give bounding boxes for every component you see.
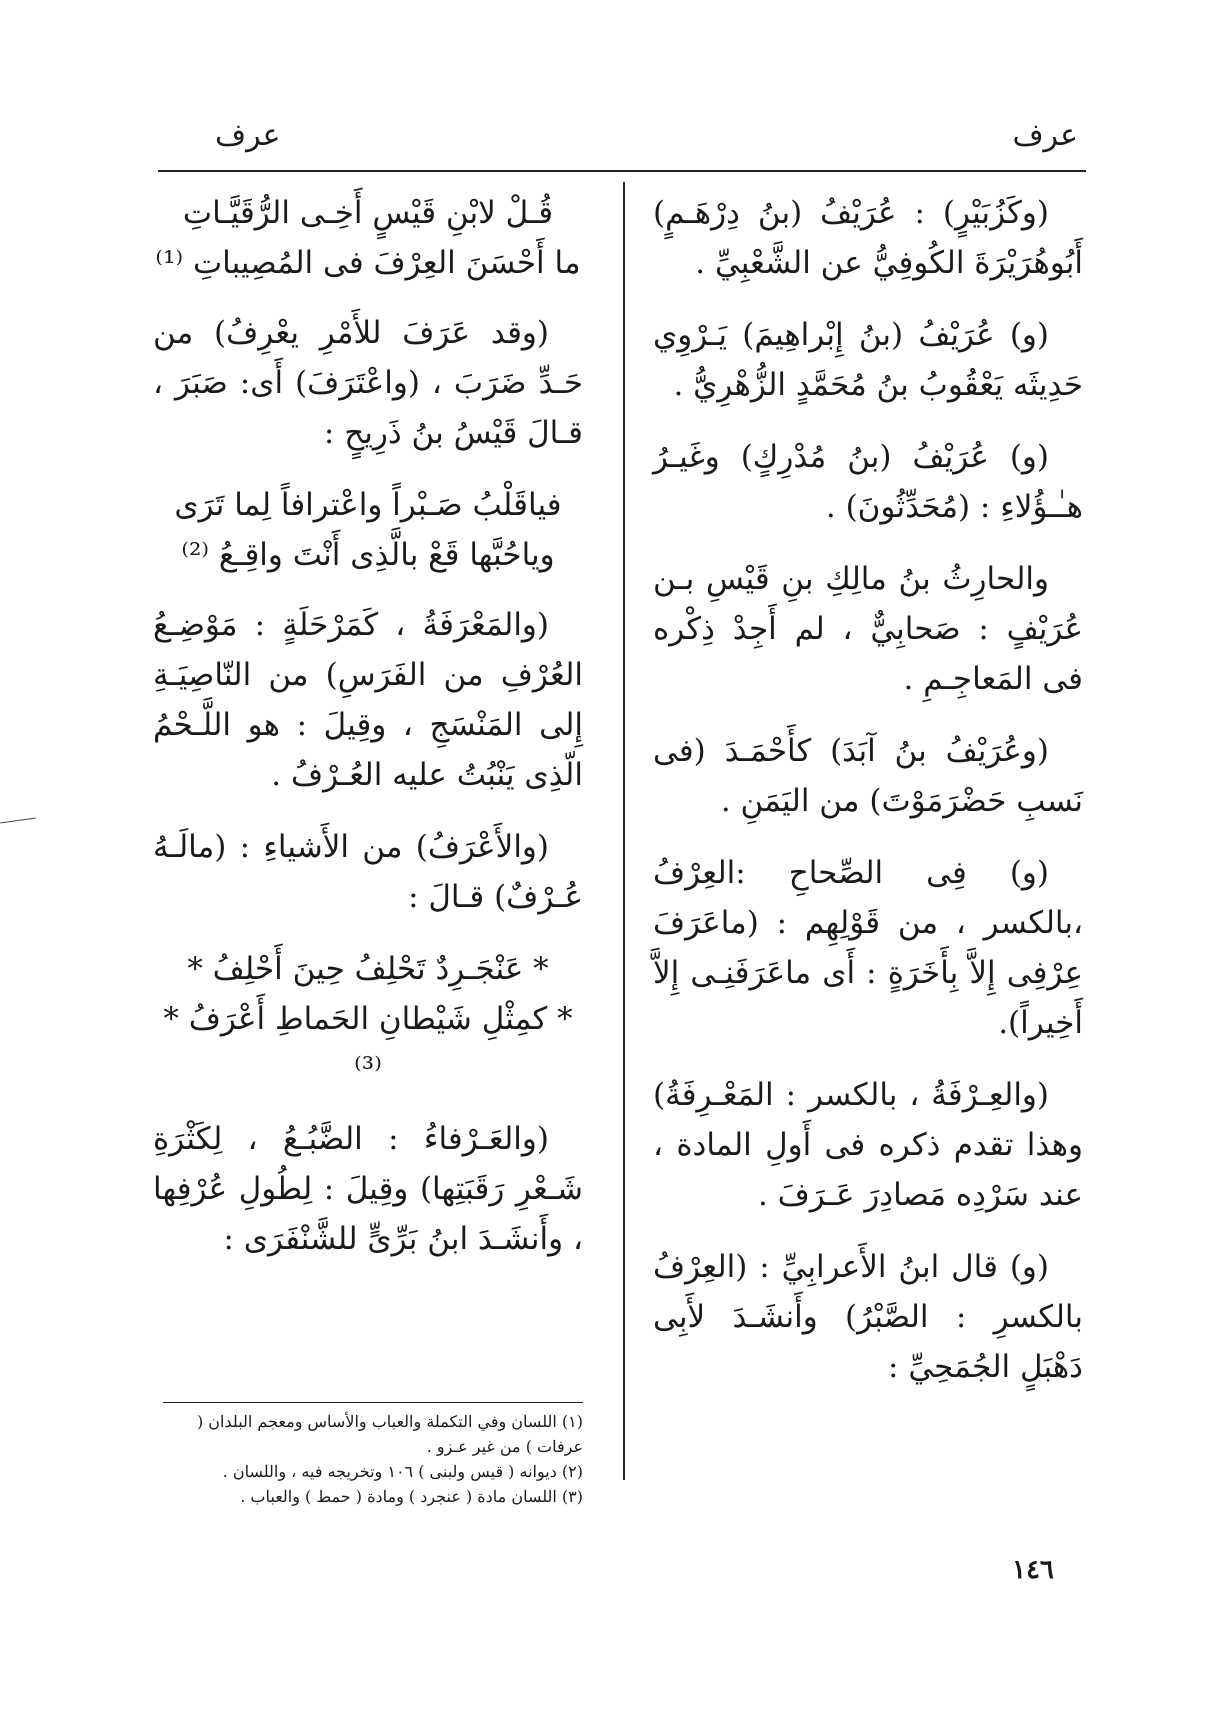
entry-paragraph: (و) عُرَيْفُ (بنُ مُدْرِكٍ) وغَيـرُ هـٰـؤُلاءِ : (مُحَدِّثُونَ) . — [653, 439, 1083, 525]
poem-verse: قُـلْ لابْنِ قَيْسٍ أَخِـى الرُّقَيَّـاتِ ما أَحْسَنَ العِرْفَ فى المُصِيباتِ ⁽¹⁾ — [155, 195, 581, 281]
footnote-rule — [163, 1402, 583, 1403]
entry-paragraph: (وعُرَيْفُ بنُ آبَدَ) كأَحْمَـدَ (فى نَسبِ حَضْرَمَوْتَ) من اليَمَنِ . — [653, 733, 1083, 819]
page-number: ١٤٦ — [1012, 1555, 1054, 1585]
entry-paragraph: (و) قال ابنُ الأَعرابِيِّ : (العِرْفُ بالكسرِ : الصَّبْرُ) وأَنشَـدَ لأَبِى دَهْبَلٍ الجُمَحِيِّ : — [653, 1249, 1083, 1385]
footnote: (١) اللسان وفي التكملة والعباب والأساس ومعجم البلدان ( عرفات ) من غير عـزو . — [196, 1412, 583, 1456]
entry-paragraph: (و) عُرَيْفُ (بنُ إِبْراهِيمَ) يَـرْوِي حَدِيثَه يَعْقُوبُ بنُ مُحَمَّدٍ الزُّهْرِيُّ . — [653, 317, 1083, 403]
left-column — [153, 188, 583, 1286]
poem-verse: * عَنْجَـرِدٌ تَحْلِفُ حِينَ أَحْلِفُ * * كمِثْلِ شَيْطانِ الحَماطِ أَعْرَفُ * ⁽³⁾ — [163, 951, 573, 1087]
entry-paragraph: (و) فِى الصِّحاحِ :العِرْفُ ،بالكسر ، من قَوْلِهِم : (ماعَرَفَ عِرْفِى إِلاَّ بِأَخَرَةٍ : أَى ماعَرَفَنِـى إِلاَّ أَخِيراً). — [653, 855, 1083, 1041]
footnote: (٣) اللسان مادة ( عنجرد ) ومادة ( حمط ) والعباب . — [240, 1487, 583, 1506]
entry-paragraph: (وكَزُبَيْرٍ) : عُرَيْفُ (بنُ دِرْهَـمٍ) أَبُوهُرَيْرَةَ الكُوفِيُّ عن الشَّعْبِيِّ . — [653, 195, 1083, 281]
poem-verse: فياقَلْبُ صَـبْراً واعْترافاً لِما تَرَى وياحُبَّها قَعْ بالَّذِى أَنْتَ واقِـعُ ⁽²⁾ — [174, 487, 562, 573]
entry-paragraph: (والعِـرْفَةُ ، بالكسر : المَعْـرِفَةُ) وهذا تقدم ذكره فى أَولِ المادة ، عند سَرْدِه مَصادِرَ عَـرَفَ . — [653, 1077, 1083, 1213]
entry-paragraph: والحارِثُ بنُ مالِكِ بنِ قَيْسِ بـن عُرَيْفٍ : صَحابِيٌّ ، لم أَجِدْ ذِكْره فى المَعاجِـمِ . — [653, 561, 1083, 697]
entry-paragraph: (والأَعْرَفُ) من الأَشياءِ : (مالَـهُ عُـرْفٌ) قـالَ : — [153, 829, 583, 915]
entry-paragraph: (وقد عَرَفَ للأَمْرِ يعْرِفُ) من حَـدِّ ضَرَبَ ، (واعْتَرَفَ) أَى: صَبَرَ ، قـالَ قَيْسُ بنُ ذَرِيحٍ : — [153, 315, 583, 451]
entry-paragraph: (والمَعْرَفَةُ ، كَمَرْحَلَةٍ : مَوْضِـعُ العُرْفِ من الفَرَسِ) من النّاصِيَـةِ إِلى المَنْسَجِ ، وقِيلَ : هو اللَّـحْمُ الّذِى يَنْبُتُ عليه العُـرْفُ . — [153, 607, 583, 793]
entry-paragraph: (والعَـرْفاءُ : الضَّبُـعُ ، لِكَثْرَةِ شَـعْرِ رَقَبَتِها) وقِيلَ : لِطُولِ عُرْفِها ، وأَنشَـدَ ابنُ بَرِّىٍّ للشَّنْفَرَى : — [153, 1121, 583, 1257]
header-rule — [158, 170, 1086, 172]
footnotes — [153, 1402, 583, 1509]
column-divider — [623, 182, 625, 1480]
margin-mark — [0, 817, 36, 823]
running-header-left: عرف — [215, 118, 281, 153]
running-header-right: عرف — [1012, 118, 1078, 153]
right-column — [653, 188, 1083, 1414]
footnote: (٢) ديوانه ( قيس ولبنى ) ١٠٦ وتخريجه فيه ، واللسان . — [222, 1462, 583, 1481]
